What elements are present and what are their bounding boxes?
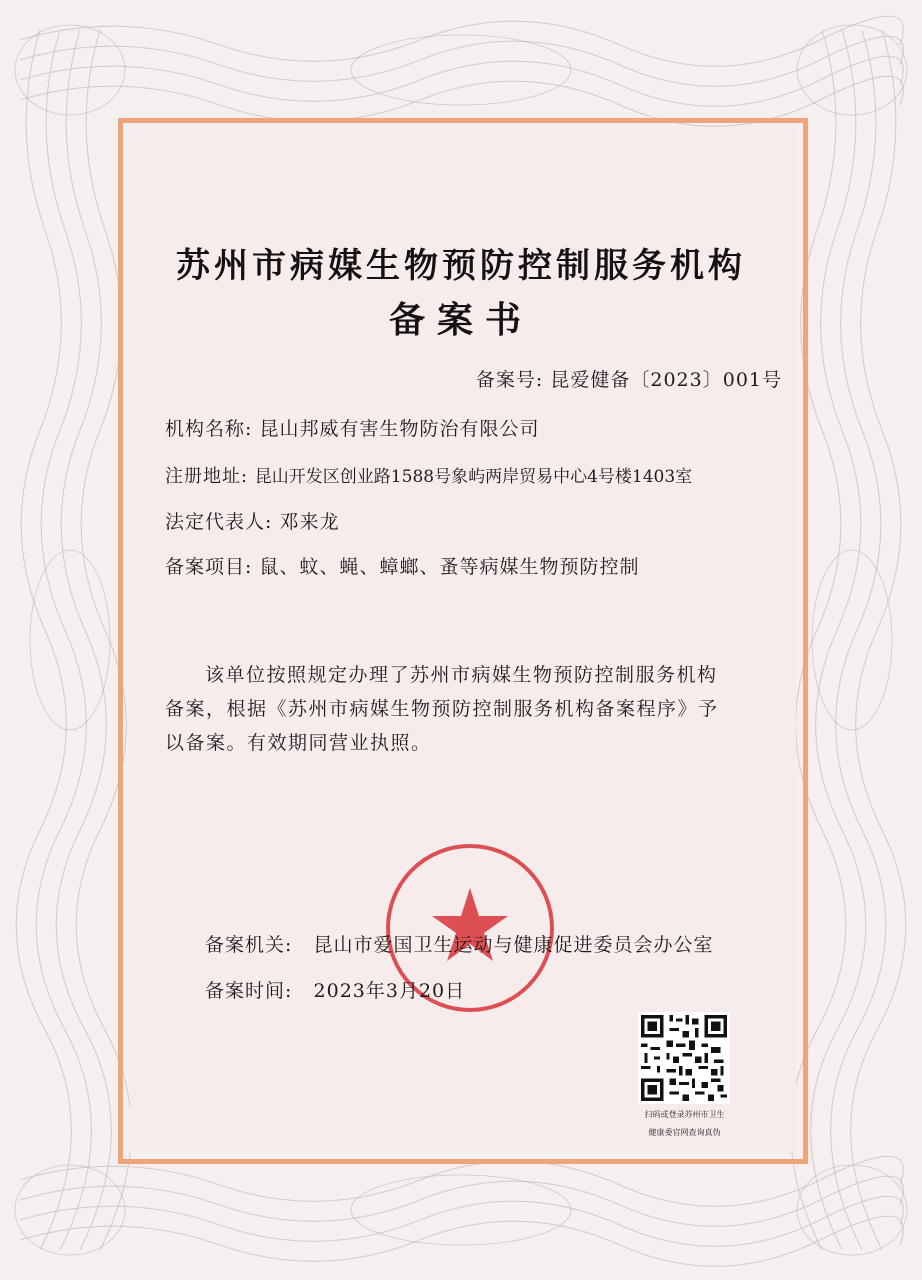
- certificate-title: 苏州市病媒生物预防控制服务机构: [176, 246, 746, 286]
- field-value: 昆山开发区创业路1588号象屿两岸贸易中心4号楼1403室: [254, 467, 693, 487]
- file-number: [476, 365, 782, 392]
- qr-caption: [612, 1106, 757, 1142]
- qr-code: [638, 1012, 730, 1104]
- qr-caption-line-2: 健康委官网查询真伪: [648, 1128, 721, 1137]
- filing-date: [205, 976, 465, 1003]
- certificate-subtitle: 备案书: [388, 299, 533, 341]
- field-value: 鼠、蚊、蝇、蟑螂、蚤等病媒生物预防控制: [259, 556, 640, 578]
- field-legal-rep: [165, 507, 339, 534]
- filing-authority: [205, 930, 714, 957]
- qr-caption-line-1: 扫码或登录苏州市卫生: [644, 1110, 725, 1119]
- field-items: [165, 552, 639, 579]
- field-label: 注册地址:: [165, 466, 249, 487]
- body-line-2: 备案，根据《苏州市病媒生物预防控制服务机构备案程序》予: [165, 698, 719, 720]
- body-paragraph: [165, 658, 765, 760]
- authority-value: 昆山市爱国卫生运动与健康促进委员会办公室: [313, 934, 714, 956]
- field-label: 法定代表人:: [165, 511, 273, 533]
- authority-label: 备案机关:: [205, 934, 293, 956]
- file-number-value: 昆爱健备〔2023〕001号: [550, 369, 782, 391]
- field-value: 邓来龙: [279, 511, 340, 533]
- date-label: 备案时间:: [205, 980, 293, 1002]
- field-org-name: [165, 414, 539, 441]
- date-value: 2023年3月20日: [313, 980, 466, 1002]
- body-line-1: 该单位按照规定办理了苏州市病媒生物预防控制服务机构: [205, 664, 718, 686]
- field-address: [165, 462, 692, 488]
- field-label: 备案项目:: [165, 556, 253, 578]
- file-number-label: 备案号:: [475, 369, 544, 391]
- body-line-3: 以备案。有效期同营业执照。: [165, 732, 432, 754]
- field-label: 机构名称:: [165, 418, 253, 440]
- field-value: 昆山邦威有害生物防治有限公司: [259, 418, 540, 440]
